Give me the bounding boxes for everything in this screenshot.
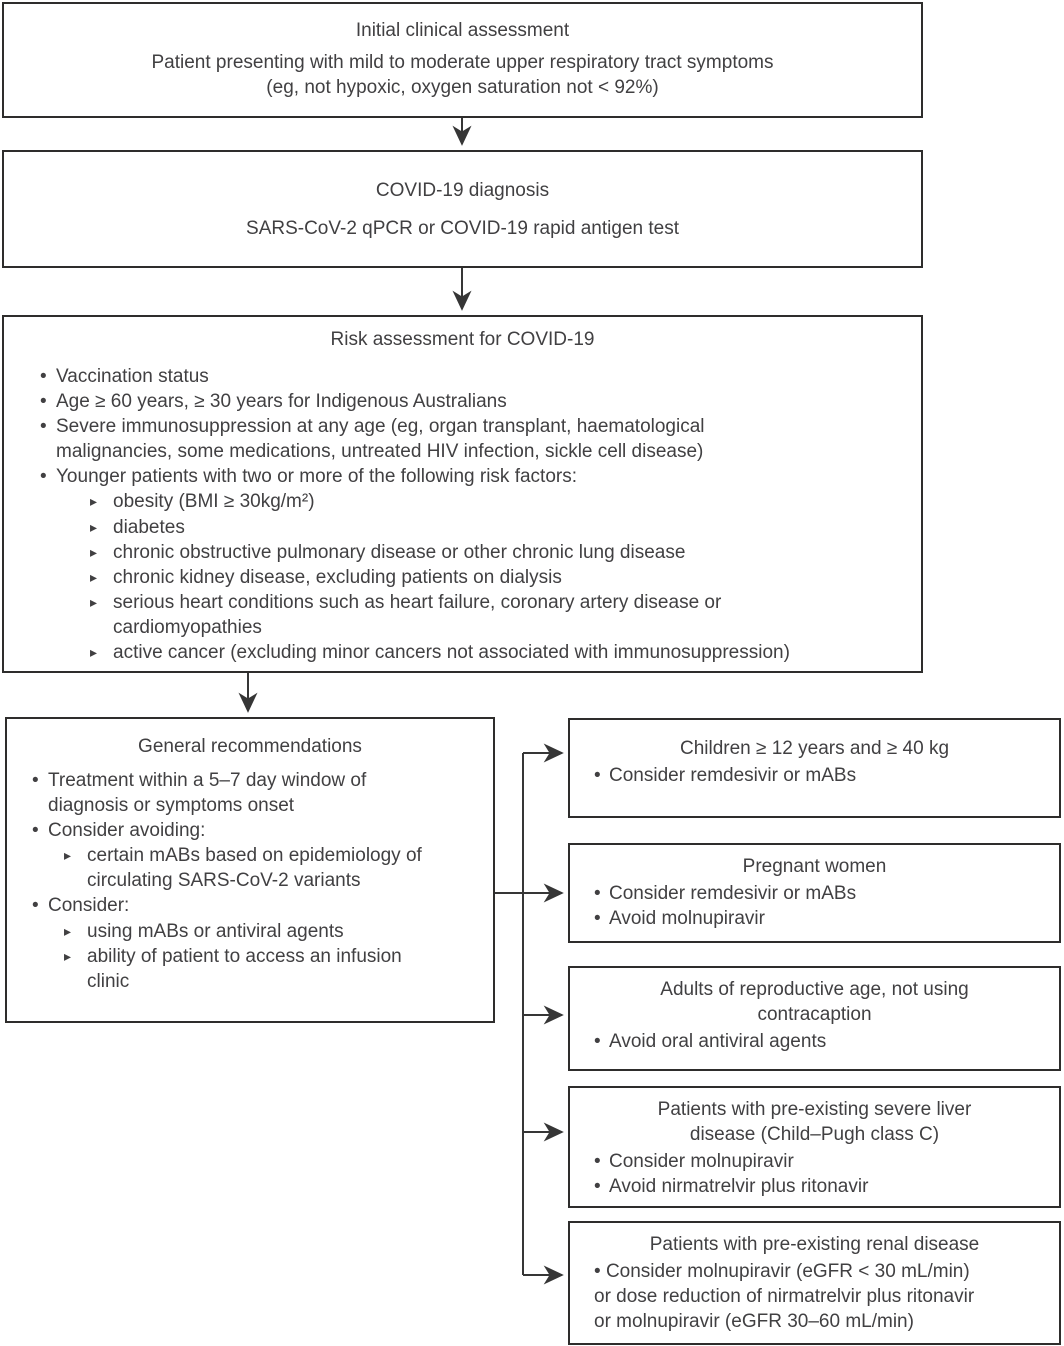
box-covid-diagnosis <box>2 150 923 268</box>
general-bullet: • Treatment within a 5–7 day window of diagnosis or symptoms onset <box>32 768 420 818</box>
covid-diagnosis-title: COVID-19 diagnosis <box>375 180 550 201</box>
risk-factor: ▸ chronic obstructive pulmonary disease or other chronic lung disease <box>90 540 813 565</box>
pregnant-bullet: • Consider remdesivir or mABs <box>594 881 1049 906</box>
box-liver-disease <box>568 1086 1061 1208</box>
general-consider-sublist <box>7 919 493 994</box>
box-adults-reproductive-age <box>568 966 1061 1071</box>
liver-disease-title: Patients with pre-existing severe liver disease (Child–Pugh class C) <box>657 1099 972 1146</box>
liver-bullet-list <box>570 1149 1059 1199</box>
box-renal-disease <box>568 1221 1061 1345</box>
general-avoiding-sublist <box>7 843 493 893</box>
risk-factor: ▸ active cancer (excluding minor cancers not associated with immunosuppression) <box>90 640 813 665</box>
general-sub-bullet: ▸ certain mABs based on epidemiology of circulating SARS-CoV-2 variants <box>64 843 445 893</box>
liver-bullet: • Consider molnupiravir <box>594 1149 1049 1174</box>
risk-assessment-title: Risk assessment for COVID-19 <box>330 329 595 350</box>
box-pregnant-women <box>568 843 1061 943</box>
pregnant-bullet-list <box>570 881 1059 931</box>
liver-bullet: • Avoid nirmatrelvir plus ritonavir <box>594 1174 1049 1199</box>
risk-factor: ▸ chronic kidney disease, excluding patients on dialysis <box>90 565 813 590</box>
risk-bullet: • Younger patients with two or more of the following risk factors: <box>40 464 716 489</box>
initial-assessment-line: (eg, not hypoxic, oxygen saturation not < 92%) <box>266 77 659 99</box>
initial-assessment-line: Patient presenting with mild to moderate upper respiratory tract symptoms <box>151 52 774 74</box>
general-sub-bullet: ▸ using mABs or antiviral agents <box>64 919 445 944</box>
risk-bullet: • Severe immunosuppression at any age (eg, organ transplant, haematological malignancies, some medications, untreated HIV infection, sickle cell disease) <box>40 414 716 464</box>
box-initial-assessment <box>2 2 923 118</box>
children-title: Children ≥ 12 years and ≥ 40 kg <box>679 738 950 759</box>
adults-bullet-list <box>570 1029 1059 1054</box>
renal-bullet <box>570 1259 1059 1334</box>
general-bullet: • Consider avoiding: <box>32 818 420 843</box>
pregnant-bullet: • Avoid molnupiravir <box>594 906 1049 931</box>
covid-diagnosis-line: SARS-CoV-2 qPCR or COVID-19 rapid antigen test <box>246 218 679 240</box>
risk-factor: ▸ serious heart conditions such as heart failure, coronary artery disease or cardiomyopathies <box>90 590 813 640</box>
risk-bullet-list <box>4 364 921 489</box>
renal-disease-title: Patients with pre-existing renal disease <box>649 1234 980 1255</box>
risk-bullet: • Vaccination status <box>40 364 716 389</box>
children-bullet: • Consider remdesivir or mABs <box>594 763 1049 788</box>
adults-title: Adults of reproductive age, not using contracaption <box>660 979 969 1026</box>
risk-factor-sublist <box>4 489 921 665</box>
general-bullet-list <box>7 893 493 918</box>
renal-bullet-line: or dose reduction of nirmatrelvir plus ritonavir <box>594 1286 975 1308</box>
box-risk-assessment <box>2 315 923 673</box>
renal-bullet-line: • Consider molnupiravir (eGFR < 30 mL/min) <box>594 1259 1047 1284</box>
initial-assessment-title: Initial clinical assessment <box>355 20 570 41</box>
pregnant-women-title: Pregnant women <box>742 856 887 877</box>
adults-bullet: • Avoid oral antiviral agents <box>594 1029 1049 1054</box>
general-bullet: • Consider: <box>32 893 420 918</box>
box-general-recommendations <box>5 717 495 1023</box>
renal-bullet-line: or molnupiravir (eGFR 30–60 mL/min) <box>594 1311 914 1333</box>
general-sub-bullet: ▸ ability of patient to access an infusion clinic <box>64 944 445 994</box>
box-children <box>568 718 1061 818</box>
risk-factor: ▸ obesity (BMI ≥ 30kg/m²) <box>90 489 813 514</box>
risk-factor: ▸ diabetes <box>90 515 813 540</box>
general-bullet-list <box>7 768 493 843</box>
general-recommendations-title: General recommendations <box>138 736 362 757</box>
risk-bullet: • Age ≥ 60 years, ≥ 30 years for Indigenous Australians <box>40 389 716 414</box>
children-bullet-list <box>570 763 1059 788</box>
